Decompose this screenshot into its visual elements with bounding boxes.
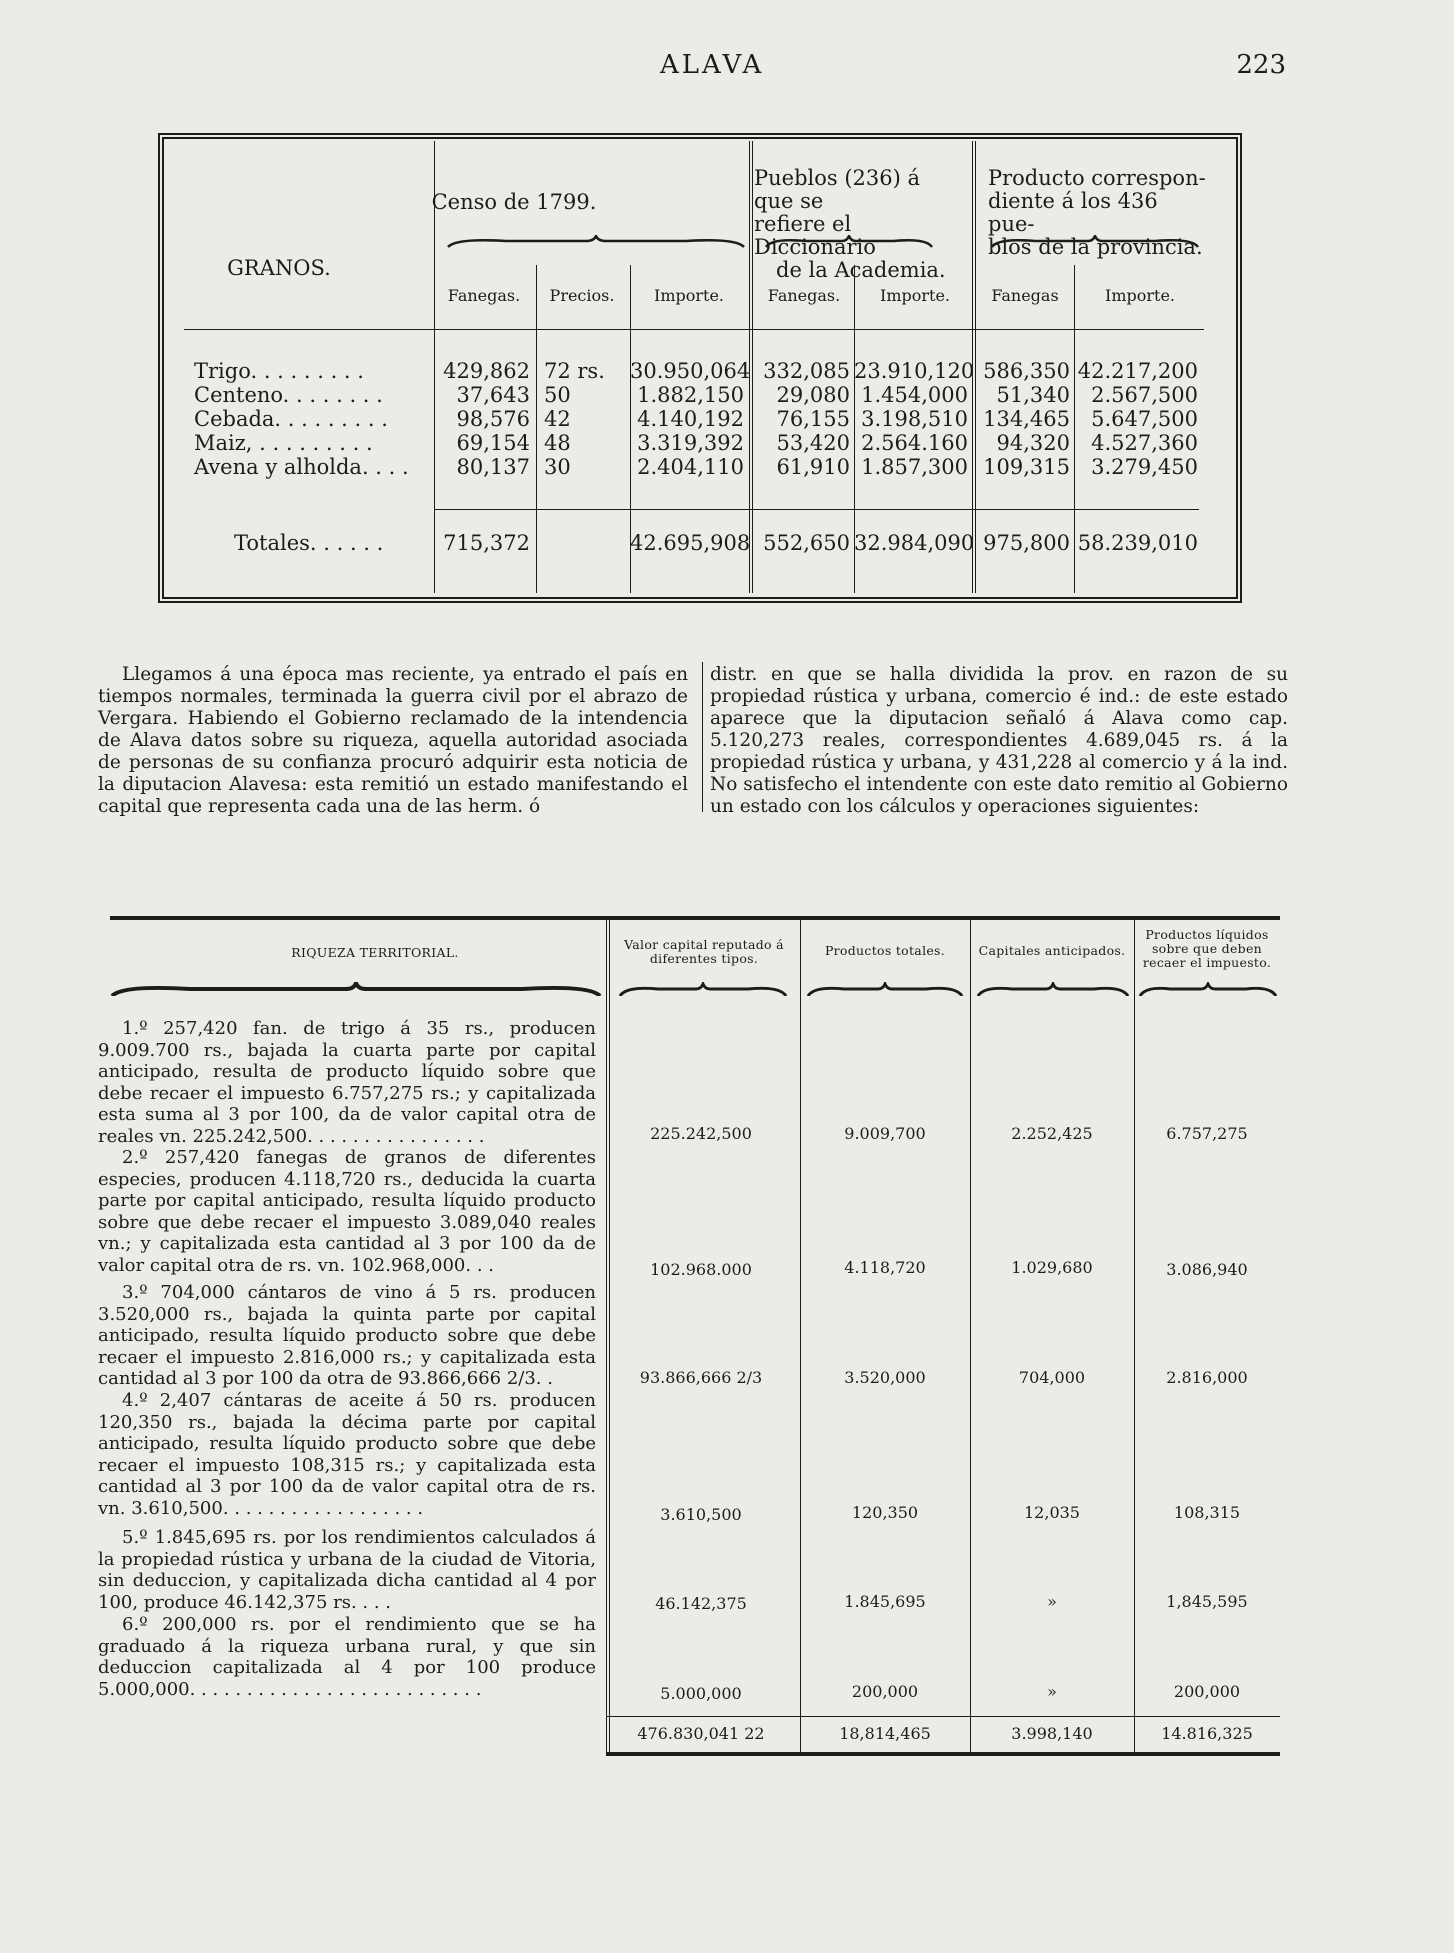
sub-header-importe-2: Importe.	[880, 286, 950, 305]
riqueza-item-6: 6.º 200,000 rs. por el rendimiento que se ha graduado á la riqueza urbana rural, y que sin deduccion capitalizada al 4 por 100 produce 5.000,000. . . . . . . . . . . . . . . . . . . . . . . . . .	[98, 1614, 596, 1700]
header-productos-liquidos: Productos líquidos sobre que deben recaer el impuesto.	[1142, 927, 1272, 970]
cell: 42.695,908	[630, 531, 751, 555]
productos-brace	[806, 982, 964, 996]
cell: 37,643	[456, 383, 530, 407]
granos-row-header: GRANOS.	[227, 256, 331, 280]
totals-row	[164, 531, 1234, 555]
page-number: 223	[1236, 50, 1286, 80]
censo-group-header: Censo de 1799.	[431, 190, 597, 214]
cell: 134,465	[983, 407, 1070, 431]
cell: 51,340	[996, 383, 1070, 407]
producto-group-header: Producto correspon- diente á los 436 pue- blos de la provincia.	[988, 166, 1206, 259]
liquidos-3: 2.816,000	[1166, 1368, 1248, 1387]
capitales-5: »	[1047, 1592, 1057, 1611]
sub-header-fanegas-2: Fanegas.	[767, 286, 841, 305]
cell: 53,420	[776, 431, 850, 455]
cell: 2.404,110	[637, 455, 744, 479]
valor-capital-1: 225.242,500	[650, 1124, 752, 1143]
cell: 715,372	[443, 531, 530, 555]
header-rule	[184, 329, 1204, 330]
liquidos-5: 1,845,595	[1166, 1592, 1248, 1611]
header-riqueza: RIQUEZA TERRITORIAL.	[291, 945, 459, 960]
cell: 3.319,392	[637, 431, 744, 455]
capitales-brace	[976, 982, 1130, 996]
cell: 4.140,192	[637, 407, 744, 431]
total-capitales: 3.998,140	[1011, 1724, 1093, 1743]
cell: 109,315	[983, 455, 1070, 479]
productos-totales-5: 1.845,695	[844, 1592, 926, 1611]
sub-header-importe-3: Importe.	[1105, 286, 1175, 305]
cell: 50	[544, 383, 571, 407]
cell: 1.857,300	[861, 455, 968, 479]
total-valor-capital: 476.830,041 22	[637, 1724, 765, 1743]
pueblos-brace	[764, 235, 934, 249]
capitales-4: 12,035	[1024, 1503, 1080, 1522]
cell: 552,650	[763, 531, 850, 555]
table-row	[164, 407, 1234, 431]
cell: 30	[544, 455, 571, 479]
productos-totales-4: 120,350	[851, 1503, 919, 1522]
capitales-1: 2.252,425	[1011, 1124, 1093, 1143]
capitales-3: 704,000	[1018, 1368, 1086, 1387]
censo-brace	[446, 235, 746, 249]
header-productos-totales: Productos totales.	[824, 943, 946, 958]
prose-left: Llegamos á una época mas reciente, ya entrado el país en tiempos normales, terminada la guerra civil por el abrazo de Vergara. Habiendo el Gobierno reclamado de la intendencia de Alava datos sobre su riqueza, aquella autoridad asociada de personas de su confianza procuró adquirir esta noticia de la diputacion Alavesa: esta remitió un estado manifestando el capital que representa cada una de las herm. ó	[98, 664, 688, 817]
cell: 4.527,360	[1091, 431, 1198, 455]
row-label: Trigo. . . . . . . . .	[194, 359, 364, 383]
cell: 32.984,090	[854, 531, 975, 555]
row-label: Avena y alholda. . . .	[194, 455, 409, 479]
sub-header-importe-1: Importe.	[654, 286, 724, 305]
producto-brace	[990, 235, 1200, 249]
cell: 30.950,064	[630, 359, 751, 383]
row-label: Centeno. . . . . . . .	[194, 383, 383, 407]
bottom-rule	[606, 1752, 1280, 1756]
header-valor-capital: Valor capital reputado á diferentes tipos.	[624, 937, 784, 966]
column-divider	[702, 662, 703, 812]
column-rule	[606, 918, 610, 1756]
sub-header-fanegas-3: Fanegas	[991, 286, 1059, 305]
cell: 76,155	[776, 407, 850, 431]
column-rule	[970, 918, 971, 1756]
cell: 61,910	[776, 455, 850, 479]
liquidos-brace	[1138, 982, 1278, 996]
totals-label: Totales. . . . . .	[234, 531, 384, 555]
cell: 80,137	[456, 455, 530, 479]
cell: 3.279,450	[1091, 455, 1198, 479]
cell: 975,800	[983, 531, 1070, 555]
prose-left-column	[98, 664, 688, 818]
riqueza-item-5: 5.º 1.845,695 rs. por los rendimientos calculados á la propiedad rústica y urbana de la ciudad de Vitoria, sin deduccion, y capitalizada dicha cantidad al 4 por 100, produce 46.142,375 rs. . . .	[98, 1527, 596, 1613]
riqueza-item-4: 4.º 2,407 cántaras de aceite á 50 rs. producen 120,350 rs., bajada la décima parte por capital anticipado, resulta líquido producto sobre que debe recaer el impuesto 108,315 rs.; y capitalizada esta cantidad al 3 por 100 da de valor capital otra de rs. vn. 3.610,500. . . . . . . . . . . . . . . . . .	[98, 1390, 596, 1519]
productos-totales-3: 3.520,000	[844, 1368, 926, 1387]
valor-capital-2: 102.968.000	[650, 1260, 752, 1279]
capitales-6: »	[1047, 1682, 1057, 1701]
row-label: Cebada. . . . . . . . .	[194, 407, 388, 431]
table-row	[164, 431, 1234, 455]
liquidos-1: 6.757,275	[1166, 1124, 1248, 1143]
cell: 2.567,500	[1091, 383, 1198, 407]
pueblos-group-header: Pueblos (236) á que se refiere el Diccionario de la Academia.	[754, 166, 946, 282]
cell: 1.882,150	[637, 383, 744, 407]
cell: 429,862	[443, 359, 530, 383]
column-rule	[800, 918, 801, 1756]
liquidos-4: 108,315	[1173, 1503, 1241, 1522]
cell: 586,350	[983, 359, 1070, 383]
cell: 23.910,120	[854, 359, 975, 383]
header-capitales: Capitales anticipados.	[978, 943, 1126, 958]
cell: 58.239,010	[1077, 531, 1198, 555]
cell: 42	[544, 407, 571, 431]
valor-capital-3: 93.866,666 2/3	[639, 1368, 763, 1387]
grains-table	[158, 133, 1242, 603]
cell: 332,085	[763, 359, 850, 383]
riqueza-table-top-rule	[110, 916, 1280, 920]
liquidos-6: 200,000	[1173, 1682, 1241, 1701]
table-row	[164, 359, 1234, 383]
cell: 1.454,000	[861, 383, 968, 407]
liquidos-2: 3.086,940	[1166, 1260, 1248, 1279]
valor-capital-6: 5.000,000	[660, 1684, 742, 1703]
cell: 29,080	[776, 383, 850, 407]
cell: 48	[544, 431, 571, 455]
running-title: ALAVA	[660, 50, 765, 80]
sub-header-precios: Precios.	[549, 286, 615, 305]
riqueza-item-3: 3.º 704,000 cántaros de vino á 5 rs. producen 3.520,000 rs., bajada la quinta parte por capital anticipado, resulta líquido producto sobre que debe recaer el impuesto 2.816,000 rs.; y capitalizada esta cantidad al 3 por 100 da otra de 93.866,666 2/3. .	[98, 1282, 596, 1390]
cell: 42.217,200	[1077, 359, 1198, 383]
prose-right-column	[710, 664, 1288, 818]
cell: 2.564.160	[861, 431, 968, 455]
total-liquidos: 14.816,325	[1161, 1724, 1253, 1743]
productos-totales-2: 4.118,720	[844, 1258, 926, 1277]
cell: 5.647,500	[1091, 407, 1198, 431]
page-header	[0, 50, 1454, 90]
total-productos: 18,814,465	[839, 1724, 931, 1743]
riqueza-brace	[110, 982, 602, 996]
valor-brace	[618, 982, 788, 996]
cell: 94,320	[996, 431, 1070, 455]
sub-header-fanegas-1: Fanegas.	[447, 286, 521, 305]
cell: 72 rs.	[544, 359, 605, 383]
sum-rule	[606, 1716, 1280, 1717]
table-row	[164, 455, 1234, 479]
cell: 3.198,510	[861, 407, 968, 431]
valor-capital-4: 3.610,500	[660, 1505, 742, 1524]
cell: 69,154	[456, 431, 530, 455]
valor-capital-5: 46.142,375	[655, 1594, 747, 1613]
cell: 98,576	[456, 407, 530, 431]
totals-rule	[434, 509, 1199, 510]
capitales-2: 1.029,680	[1011, 1258, 1093, 1277]
column-rule	[1134, 918, 1135, 1756]
table-row	[164, 383, 1234, 407]
row-label: Maiz, . . . . . . . . .	[194, 431, 373, 455]
prose-right: distr. en que se halla dividida la prov. en razon de su propiedad rústica y urbana, comercio é ind.: de este estado aparece que la diputacion señaló á Alava como cap. 5.120,273 reales, correspondientes 4.689,045 rs. á la propiedad rústica y urbana, y 431,228 al comercio y á la ind. No satisfecho el intendente con este dato remitio al Gobierno un estado con los cálculos y operaciones siguientes:	[710, 664, 1288, 817]
productos-totales-6: 200,000	[851, 1682, 919, 1701]
productos-totales-1: 9.009,700	[844, 1124, 926, 1143]
riqueza-item-1: 1.º 257,420 fan. de trigo á 35 rs., producen 9.009.700 rs., bajada la cuarta parte por capital anticipado, resulta de producto líquido sobre que debe recaer el impuesto 6.757,275 rs.; y capitalizada esta suma al 3 por 100, da de valor capital otra de reales vn. 225.242,500. . . . . . . . . . . . . . . .	[98, 1018, 596, 1147]
riqueza-item-2: 2.º 257,420 fanegas de granos de diferentes especies, producen 4.118,720 rs., deducida la cuarta parte por capital anticipado, resulta líquido producto sobre que debe recaer el impuesto 3.089,040 reales vn.; y capitalizada esta cantidad al 3 por 100 da de valor capital otra de rs. vn. 102.968,000. . .	[98, 1147, 596, 1276]
